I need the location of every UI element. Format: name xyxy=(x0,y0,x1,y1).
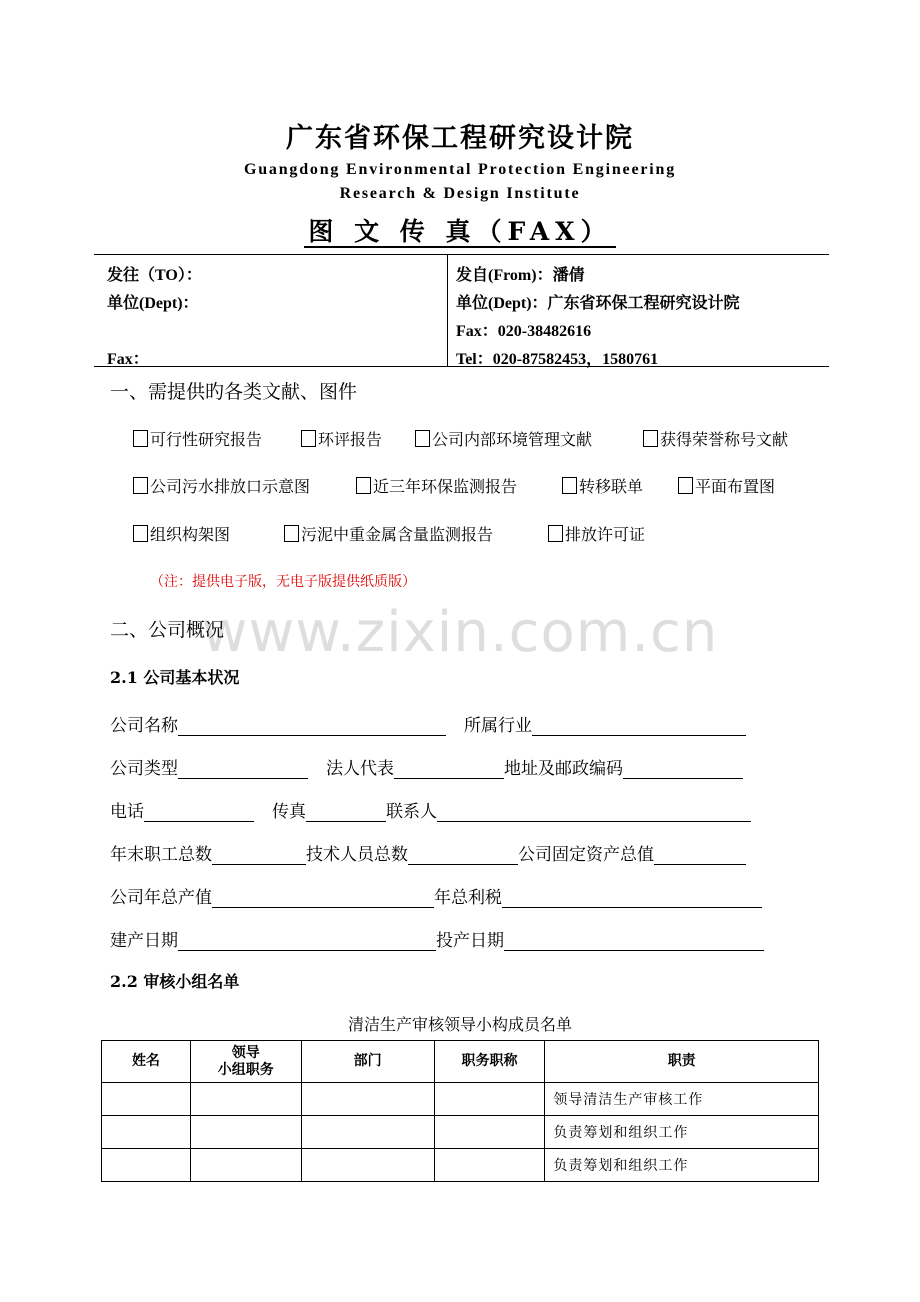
form-row-6: 建产日期 投产日期 xyxy=(110,926,764,951)
table-cell-duty: 负责筹划和组织工作 xyxy=(545,1149,819,1182)
phone-field[interactable] xyxy=(144,803,254,822)
table-cell[interactable] xyxy=(434,1116,545,1149)
watermark: www.zixin.com.cn xyxy=(201,600,719,665)
checkbox[interactable] xyxy=(301,430,316,447)
legal-rep-field[interactable] xyxy=(394,760,504,779)
industry-field[interactable] xyxy=(532,717,746,736)
org-name-en-line1: Guangdong Environmental Protection Engineering xyxy=(243,161,677,178)
staff-total-field[interactable] xyxy=(212,846,306,865)
operation-date-field[interactable] xyxy=(504,932,764,951)
table-cell[interactable] xyxy=(190,1149,301,1182)
checkbox[interactable] xyxy=(562,477,577,494)
dept-label-left: 单位(Dept)： xyxy=(107,295,199,312)
checkbox[interactable] xyxy=(133,525,148,542)
table-cell[interactable] xyxy=(190,1083,301,1116)
table-cell[interactable] xyxy=(301,1116,434,1149)
contact-field[interactable] xyxy=(437,803,751,822)
form-row-2: 公司类型 法人代表 地址及邮政编码 xyxy=(110,754,743,779)
checkbox[interactable] xyxy=(678,477,693,494)
checkbox[interactable] xyxy=(356,477,371,494)
to-label: 发往（TO）： xyxy=(107,267,202,284)
table-cell[interactable] xyxy=(190,1116,301,1149)
checkbox[interactable] xyxy=(548,525,563,542)
fax-block-top-rule xyxy=(94,254,829,255)
table-cell[interactable] xyxy=(102,1149,191,1182)
form-row-4: 年末职工总数 技术人员总数 公司固定资产总值 xyxy=(110,840,746,865)
checkbox[interactable] xyxy=(415,430,430,447)
table-cell[interactable] xyxy=(434,1149,545,1182)
checkbox-item[interactable]: 平面布置图 xyxy=(678,474,775,497)
form-row-3: 电话 传真 联系人 xyxy=(110,797,751,822)
fax-label-left: Fax： xyxy=(107,351,149,368)
table-cell[interactable] xyxy=(301,1149,434,1182)
checkbox[interactable] xyxy=(284,525,299,542)
form-row-1: 公司名称 所属行业 xyxy=(110,711,746,736)
section2-title: 二、公司概况 xyxy=(110,619,225,641)
table-cell[interactable] xyxy=(434,1083,545,1116)
table-cell[interactable] xyxy=(301,1083,434,1116)
checkbox[interactable] xyxy=(133,430,148,447)
table-caption: 清洁生产审核领导小构成员名单 xyxy=(347,1015,572,1034)
fixed-assets-field[interactable] xyxy=(654,846,746,865)
col-header-role: 领导 小组职务 xyxy=(190,1041,301,1083)
checkbox-item[interactable]: 组织构架图 xyxy=(133,522,230,545)
audit-team-table xyxy=(101,1040,819,1182)
section1-title: 一、需提供旳各类文献、图件 xyxy=(110,381,358,403)
table-row xyxy=(102,1149,819,1182)
checkbox-item[interactable]: 转移联单 xyxy=(562,474,643,497)
checkbox-item[interactable]: 排放许可证 xyxy=(548,522,645,545)
table-row xyxy=(102,1116,819,1149)
annual-output-field[interactable] xyxy=(212,889,434,908)
fax-title: 图 文 传 真（FAX） xyxy=(0,212,920,248)
subsection-2-1-title: 2.1 公司基本状况 xyxy=(110,668,240,687)
checkbox-item[interactable]: 可行性研究报告 xyxy=(133,427,262,450)
from-sender: 发自(From)：潘倩 xyxy=(456,267,585,284)
checkbox-item[interactable]: 环评报告 xyxy=(301,427,382,450)
annual-tax-field[interactable] xyxy=(502,889,762,908)
checkbox-item[interactable]: 公司污水排放口示意图 xyxy=(133,474,310,497)
fax-block-divider xyxy=(447,254,448,366)
subsection-2-2-title: 2.2 审核小组名单 xyxy=(110,972,240,991)
checkbox[interactable] xyxy=(133,477,148,494)
col-header-name: 姓名 xyxy=(102,1041,191,1083)
dept-right: 单位(Dept)：广东省环保工程研究设计院 xyxy=(456,295,740,312)
form-row-5: 公司年总产值 年总利税 xyxy=(110,883,762,908)
table-header-row xyxy=(102,1041,819,1083)
company-type-field[interactable] xyxy=(178,760,308,779)
checkbox-item[interactable]: 获得荣誉称号文献 xyxy=(643,427,788,450)
build-date-field[interactable] xyxy=(178,932,436,951)
table-cell[interactable] xyxy=(102,1083,191,1116)
checkbox-item[interactable]: 近三年环保监测报告 xyxy=(356,474,517,497)
fax-field[interactable] xyxy=(306,803,386,822)
checkbox-item[interactable]: 公司内部环境管理文献 xyxy=(415,427,592,450)
address-zip-field[interactable] xyxy=(623,760,743,779)
company-name-field[interactable] xyxy=(178,717,446,736)
table-cell-duty: 领导清洁生产审核工作 xyxy=(545,1083,819,1116)
table-cell-duty: 负责筹划和组织工作 xyxy=(545,1116,819,1149)
tel-number: Tel：020-87582453，1580761 xyxy=(456,351,659,368)
org-name-cn: 广东省环保工程研究设计院 xyxy=(286,123,634,154)
checkbox-item[interactable]: 污泥中重金属含量监测报告 xyxy=(284,522,493,545)
tech-total-field[interactable] xyxy=(408,846,518,865)
col-header-title: 职务职称 xyxy=(434,1041,545,1083)
col-header-duty: 职责 xyxy=(545,1041,819,1083)
fax-number: Fax：020-38482616 xyxy=(456,323,592,340)
org-name-en-line2: Research & Design Institute xyxy=(339,185,581,202)
note-text: （注：提供电子版，无电子版提供纸质版） xyxy=(150,574,416,590)
col-header-dept: 部门 xyxy=(301,1041,434,1083)
table-row xyxy=(102,1083,819,1116)
checkbox[interactable] xyxy=(643,430,658,447)
table-cell[interactable] xyxy=(102,1116,191,1149)
